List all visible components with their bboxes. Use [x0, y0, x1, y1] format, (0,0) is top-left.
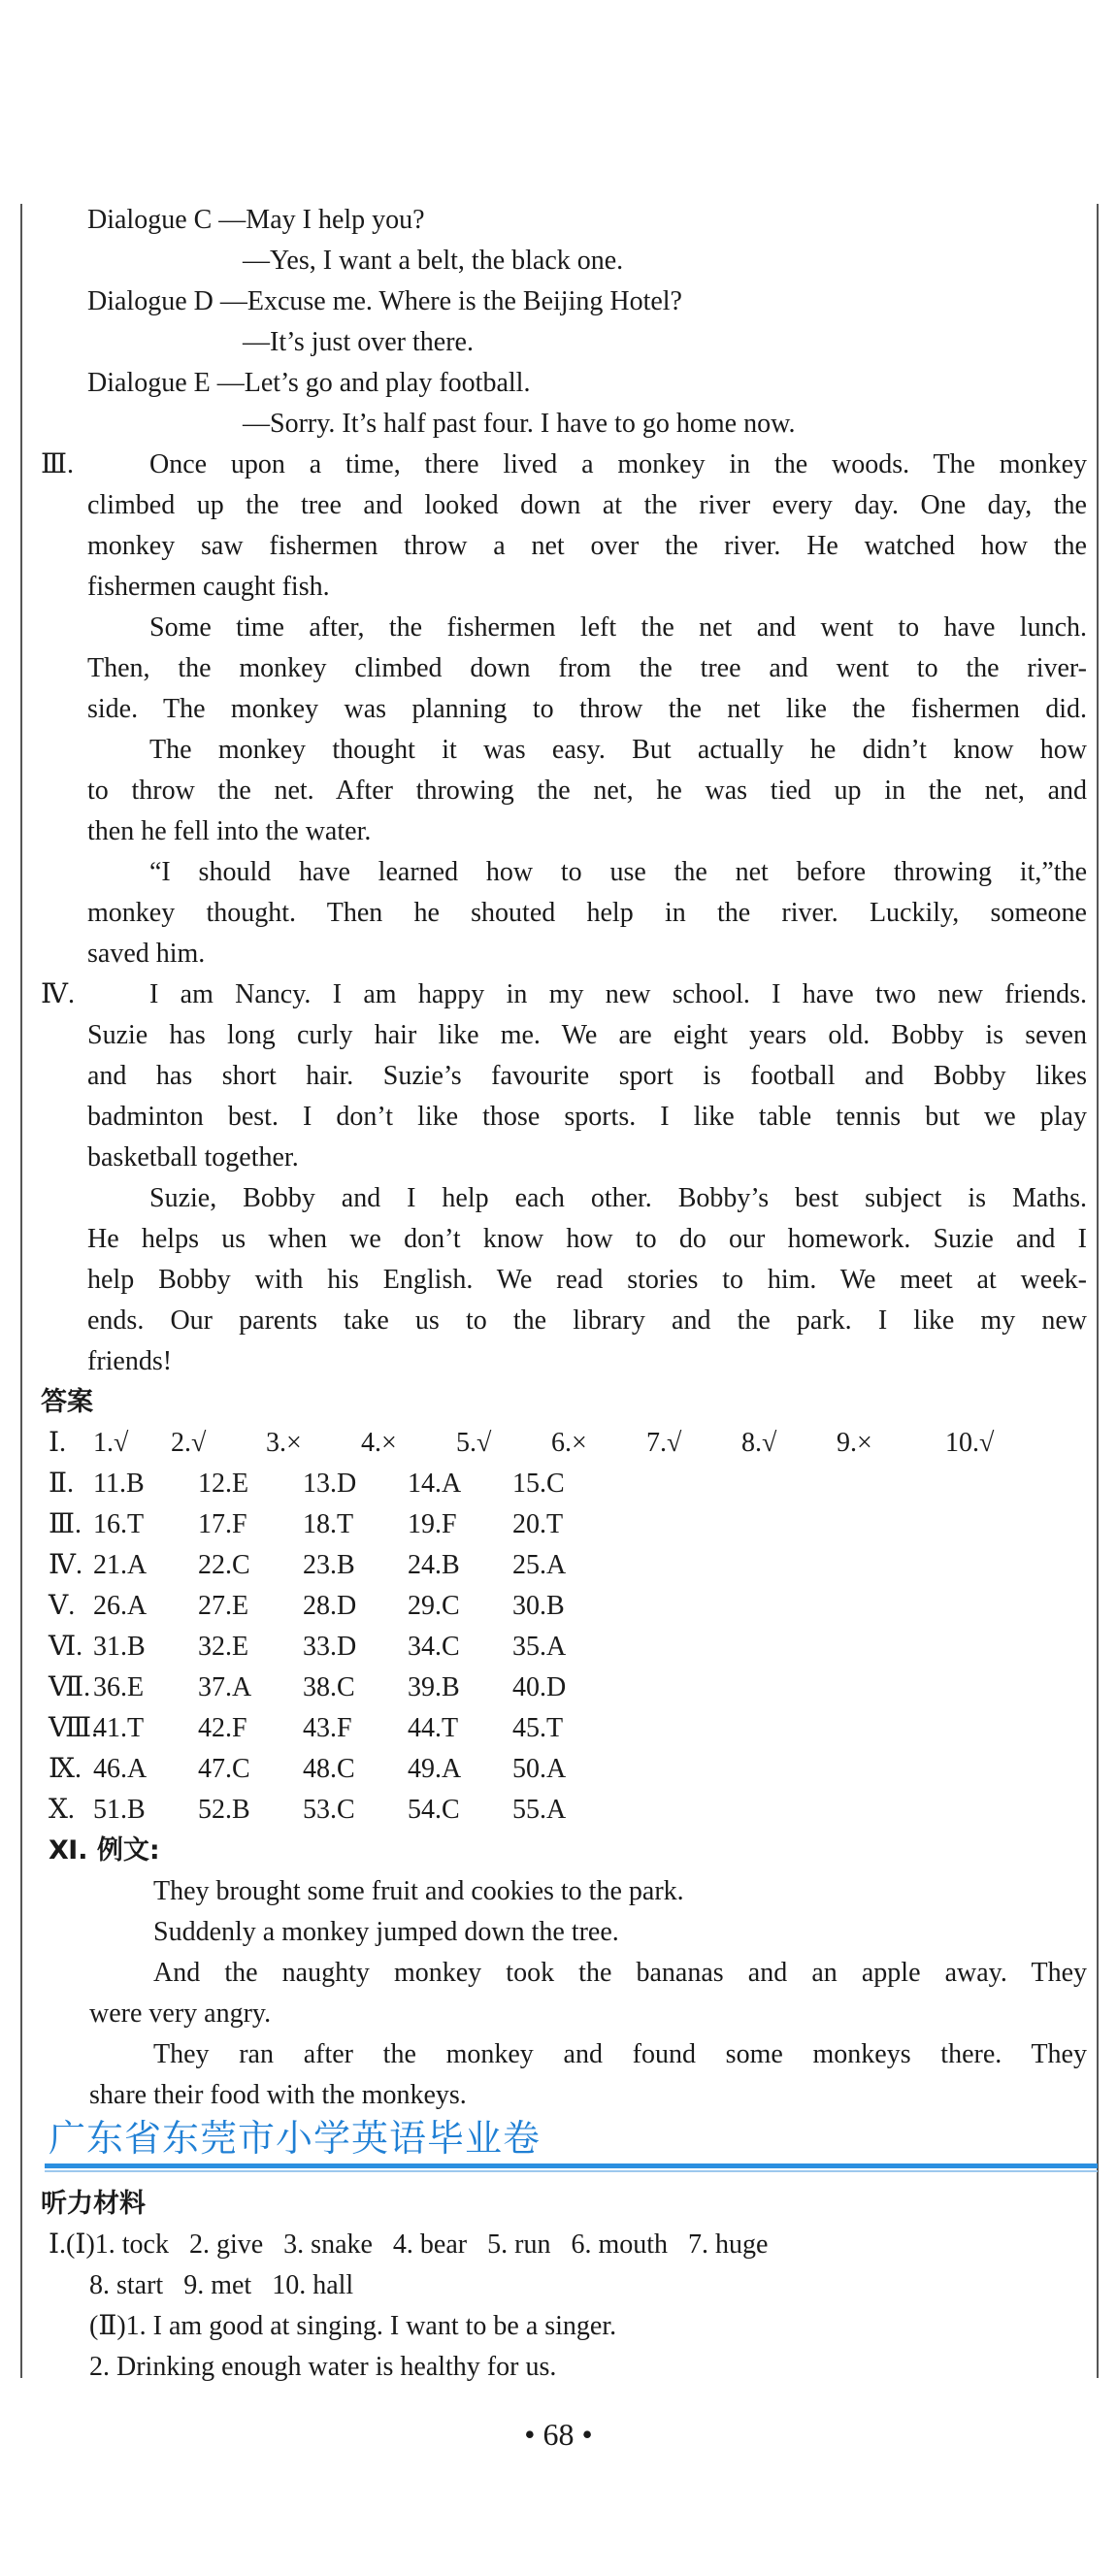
- answer-item: 7.√: [646, 1428, 682, 1458]
- answer-item: 5.√: [456, 1428, 492, 1458]
- answer-item: 47.C: [198, 1754, 250, 1784]
- answer-item: 44.T: [408, 1713, 459, 1743]
- answer-roman: Ⅰ.: [49, 1428, 67, 1458]
- answer-item: 31.B: [93, 1632, 146, 1662]
- answer-item: 33.D: [303, 1632, 357, 1662]
- answer-item: 53.C: [303, 1795, 355, 1825]
- answer-item: 49.A: [408, 1754, 462, 1784]
- answer-item: 43.F: [303, 1713, 352, 1743]
- answer-item: 40.D: [512, 1672, 567, 1702]
- listening-line: 8. start 9. met 10. hall: [89, 2270, 354, 2300]
- answers-heading: 答案: [41, 1387, 93, 1417]
- answer-item: 23.B: [303, 1550, 355, 1580]
- section-4-line: He helps us when we don’t know how to do our homework. Suzie and I: [87, 1224, 1087, 1254]
- banner-underline: [45, 2163, 1098, 2168]
- answer-item: 12.E: [198, 1469, 249, 1499]
- answer-item: 18.T: [303, 1509, 354, 1539]
- dialogue-c-line-1: Dialogue C —May I help you?: [87, 205, 425, 235]
- answer-item: 24.B: [408, 1550, 460, 1580]
- answer-item: 10.√: [945, 1428, 995, 1458]
- answer-item: 26.A: [93, 1591, 148, 1621]
- section-3-line: saved him.: [87, 939, 206, 969]
- answer-item: 14.A: [408, 1469, 462, 1499]
- answer-item: 21.A: [93, 1550, 148, 1580]
- example-line: They ran after the monkey and found some monkeys there. They: [153, 2039, 1087, 2069]
- right-margin-rule: [1097, 204, 1099, 2378]
- answer-item: 38.C: [303, 1672, 355, 1702]
- answer-roman: Ⅲ.: [49, 1509, 82, 1539]
- section-4-line: I am Nancy. I am happy in my new school. I have two new friends.: [149, 979, 1087, 1009]
- section-4-line: help Bobby with his English. We read stories to him. We meet at week-: [87, 1265, 1087, 1295]
- answer-item: 20.T: [512, 1509, 564, 1539]
- answer-item: 16.T: [93, 1509, 145, 1539]
- answer-item: 39.B: [408, 1672, 460, 1702]
- dialogue-e-line-2: —Sorry. It’s half past four. I have to go home now.: [243, 409, 796, 439]
- listening-line: (Ⅱ)1. I am good at singing. I want to be a singer.: [89, 2311, 617, 2341]
- left-margin-rule: [20, 204, 22, 2378]
- answer-roman: Ⅹ.: [49, 1795, 75, 1825]
- section-3-line: then he fell into the water.: [87, 816, 372, 846]
- section-3-line: Then, the monkey climbed down from the tree and went to the river-: [87, 653, 1087, 683]
- answer-row-3: [49, 1504, 617, 1545]
- answer-row-5: [49, 1586, 617, 1627]
- answer-item: 46.A: [93, 1754, 148, 1784]
- answer-item: 9.×: [837, 1428, 872, 1458]
- answer-item: 13.D: [303, 1469, 357, 1499]
- answer-item: 11.B: [93, 1469, 145, 1499]
- example-line: Suddenly a monkey jumped down the tree.: [153, 1917, 619, 1947]
- answer-item: 15.C: [512, 1469, 565, 1499]
- answer-roman: Ⅶ.: [49, 1672, 91, 1702]
- section-4-line: friends!: [87, 1346, 173, 1376]
- answer-item: 29.C: [408, 1591, 460, 1621]
- dialogue-c-line-2: —Yes, I want a belt, the black one.: [243, 246, 624, 276]
- answer-row-8: [49, 1708, 617, 1749]
- answer-roman: Ⅴ.: [49, 1591, 76, 1621]
- answer-item: 28.D: [303, 1591, 357, 1621]
- section-4-line: badminton best. I don’t like those sports. I like table tennis but we play: [87, 1102, 1087, 1132]
- section-4-line: Suzie has long curly hair like me. We are eight years old. Bobby is seven: [87, 1020, 1087, 1050]
- section-4-line: ends. Our parents take us to the library and the park. I like my new: [87, 1305, 1087, 1336]
- answer-item: 17.F: [198, 1509, 247, 1539]
- answer-roman: Ⅷ.: [49, 1713, 99, 1743]
- section-3-line: side. The monkey was planning to throw the net like the fishermen did.: [87, 694, 1087, 724]
- answer-item: 22.C: [198, 1550, 250, 1580]
- example-label: Ⅺ. 例文:: [49, 1835, 160, 1866]
- answer-item: 55.A: [512, 1795, 567, 1825]
- section-3-line: monkey thought. Then he shouted help in the river. Luckily, someone: [87, 898, 1087, 928]
- section-3-line: The monkey thought it was easy. But actually he didn’t know how: [149, 735, 1087, 765]
- banner-underline-thin: [45, 2170, 1098, 2172]
- example-line: were very angry.: [89, 1998, 272, 2029]
- listening-heading: 听力材料: [41, 2189, 146, 2219]
- answer-row-4: [49, 1545, 617, 1586]
- listening-line: Ⅰ.(Ⅰ)1. tock 2. give 3. snake 4. bear 5. run 6. mouth 7. huge: [49, 2229, 769, 2260]
- answer-row-9: [49, 1749, 617, 1790]
- answer-item: 4.×: [361, 1428, 397, 1458]
- answer-item: 1.√: [93, 1428, 129, 1458]
- example-line: share their food with the monkeys.: [89, 2080, 467, 2110]
- section-3-line: Some time after, the fishermen left the net and went to have lunch.: [149, 612, 1087, 643]
- answer-item: 30.B: [512, 1591, 565, 1621]
- dialogue-d-line-1: Dialogue D —Excuse me. Where is the Beijing Hotel?: [87, 286, 682, 316]
- answer-row-1: [49, 1423, 994, 1464]
- section-4-line: and has short hair. Suzie’s favourite sport is football and Bobby likes: [87, 1061, 1087, 1091]
- section-3-line: Once upon a time, there lived a monkey in the woods. The monkey: [149, 449, 1087, 479]
- answer-item: 25.A: [512, 1550, 567, 1580]
- answer-row-7: [49, 1668, 617, 1708]
- answer-row-2: [49, 1464, 617, 1504]
- answer-item: 19.F: [408, 1509, 457, 1539]
- listening-line: 2. Drinking enough water is healthy for us.: [89, 2352, 557, 2382]
- section-3-line: fishermen caught fish.: [87, 572, 330, 602]
- section-3-line: climbed up the tree and looked down at the river every day. One day, the: [87, 490, 1087, 520]
- answer-roman: Ⅳ.: [49, 1550, 82, 1580]
- answer-item: 3.×: [266, 1428, 302, 1458]
- answer-row-10: [49, 1790, 617, 1831]
- section-3-line: monkey saw fishermen throw a net over the river. He watched how the: [87, 531, 1087, 561]
- page-number: • 68 •: [524, 2417, 593, 2452]
- section-3-number: Ⅲ.: [41, 449, 75, 479]
- section-3-line: to throw the net. After throwing the net, he was tied up in the net, and: [87, 776, 1087, 806]
- section-4-line: basketball together.: [87, 1142, 299, 1172]
- answer-item: 52.B: [198, 1795, 250, 1825]
- answer-item: 34.C: [408, 1632, 460, 1662]
- dialogue-e-line-1: Dialogue E —Let’s go and play football.: [87, 368, 531, 398]
- answer-item: 41.T: [93, 1713, 145, 1743]
- answer-item: 50.A: [512, 1754, 567, 1784]
- exam-title-banner: 广东省东莞市小学英语毕业卷: [49, 2117, 542, 2160]
- answer-item: 45.T: [512, 1713, 564, 1743]
- answer-item: 42.F: [198, 1713, 247, 1743]
- answer-roman: Ⅸ.: [49, 1754, 82, 1784]
- answer-roman: Ⅵ.: [49, 1632, 83, 1662]
- answer-row-6: [49, 1627, 617, 1668]
- answer-item: 51.B: [93, 1795, 146, 1825]
- answer-item: 6.×: [551, 1428, 587, 1458]
- answer-item: 48.C: [303, 1754, 355, 1784]
- answer-item: 8.√: [741, 1428, 777, 1458]
- answer-item: 27.E: [198, 1591, 249, 1621]
- answer-item: 2.√: [171, 1428, 207, 1458]
- answer-roman: Ⅱ.: [49, 1469, 75, 1499]
- answer-item: 54.C: [408, 1795, 460, 1825]
- example-line: And the naughty monkey took the bananas and an apple away. They: [153, 1958, 1087, 1988]
- answer-item: 35.A: [512, 1632, 567, 1662]
- example-line: They brought some fruit and cookies to the park.: [153, 1876, 684, 1906]
- answer-item: 32.E: [198, 1632, 249, 1662]
- section-4-line: Suzie, Bobby and I help each other. Bobby’s best subject is Maths.: [149, 1183, 1087, 1213]
- section-4-number: Ⅳ.: [41, 979, 75, 1009]
- section-3-line: “I should have learned how to use the net before throwing it,”the: [149, 857, 1087, 887]
- answer-item: 36.E: [93, 1672, 145, 1702]
- dialogue-d-line-2: —It’s just over there.: [243, 327, 474, 357]
- answer-item: 37.A: [198, 1672, 252, 1702]
